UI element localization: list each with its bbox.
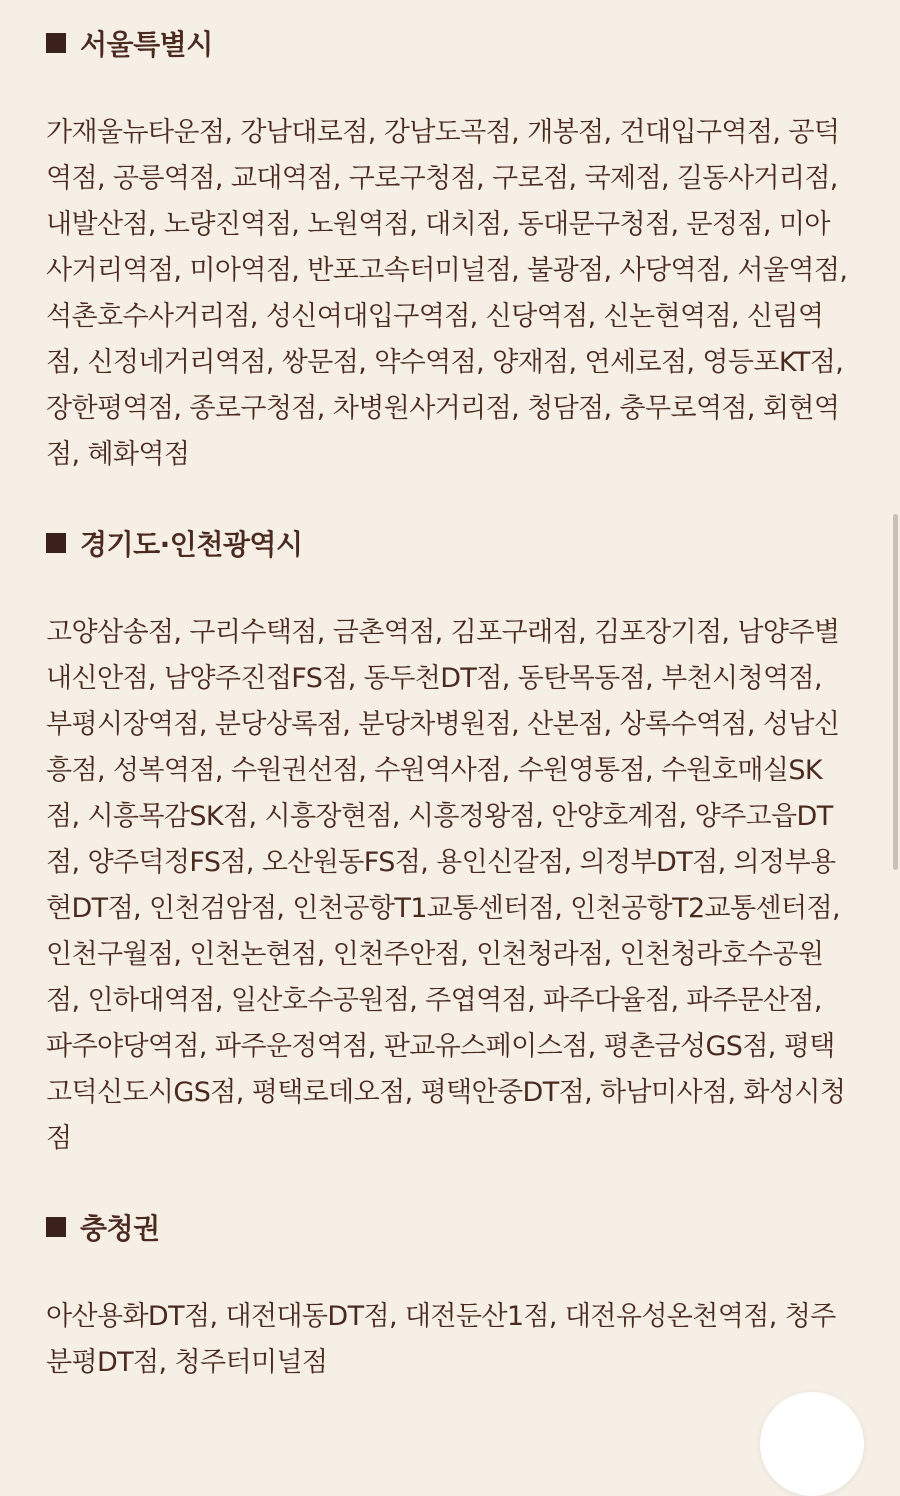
region-heading — [46, 518, 852, 568]
store-list-text: 아산용화DT점, 대전대동DT점, 대전둔산1점, 대전유성온천역점, 청주분평DT점, 청주터미널점 — [46, 1301, 836, 1378]
region-seoul — [46, 18, 852, 478]
square-bullet-icon — [46, 533, 66, 553]
region-gyeonggi-incheon — [46, 518, 852, 1162]
store-list-text: 가재울뉴타운점, 강남대로점, 강남도곡점, 개봉점, 건대입구역점, 공덕역점, 공릉역점, 교대역점, 구로구청점, 구로점, 국제점, 길동사거리점, 내발산점, 노량진역점, 노원역점, 대치점, 동대문구청점, 문정점, 미아사거리역점, 미아역점, 반포고속터미널점, 불광점, 사당역점, 서울역점, 석촌호수사거리점, 성신여대입구역점, 신당역점, 신논현역점, 신림역점, 신정네거리역점, 쌍문점, 약수역점, 양재점, 연세로점, 영등포KT점, 장한평역점, 종로구청점, 차병원사거리점, 청담점, 충무로역점, 회현역점, 혜화역점 — [46, 117, 848, 470]
region-heading — [46, 18, 852, 68]
square-bullet-icon — [46, 1217, 66, 1237]
square-bullet-icon — [46, 33, 66, 53]
floating-action-button[interactable] — [760, 1392, 864, 1496]
store-list-content — [46, 18, 852, 1386]
region-heading-text: 서울특별시 — [80, 28, 213, 61]
region-heading-text: 충청권 — [80, 1212, 160, 1245]
region-chungcheong — [46, 1202, 852, 1386]
region-heading — [46, 1202, 852, 1252]
store-list-text: 고양삼송점, 구리수택점, 금촌역점, 김포구래점, 김포장기점, 남양주별내신안점, 남양주진접FS점, 동두천DT점, 동탄목동점, 부천시청역점, 부평시장역점, 분당상록점, 분당차병원점, 산본점, 상록수역점, 성남신흥점, 성복역점, 수원권선점, 수원역사점, 수원영통점, 수원호매실SK점, 시흥목감SK점, 시흥장현점, 시흥정왕점, 안양호계점, 양주고읍DT점, 양주덕정FS점, 오산원동FS점, 용인신갈점, 의정부DT점, 의정부용현DT점, 인천검암점, 인천공항T1교통센터점, 인천공항T2교통센터점, 인천구월점, 인천논현점, 인천주안점, 인천청라점, 인천청라호수공원점, 인하대역점, 일산호수공원점, 주엽역점, 파주다율점, 파주문산점, 파주야당역점, 파주운정역점, 판교유스페이스점, 평촌금성GS점, 평택고덕신도시GS점, 평택로데오점, 평택안중DT점, 하남미사점, 화성시청점 — [46, 617, 846, 1154]
region-heading-text: 경기도·인천광역시 — [80, 528, 303, 561]
vertical-scrollbar[interactable] — [893, 514, 898, 870]
